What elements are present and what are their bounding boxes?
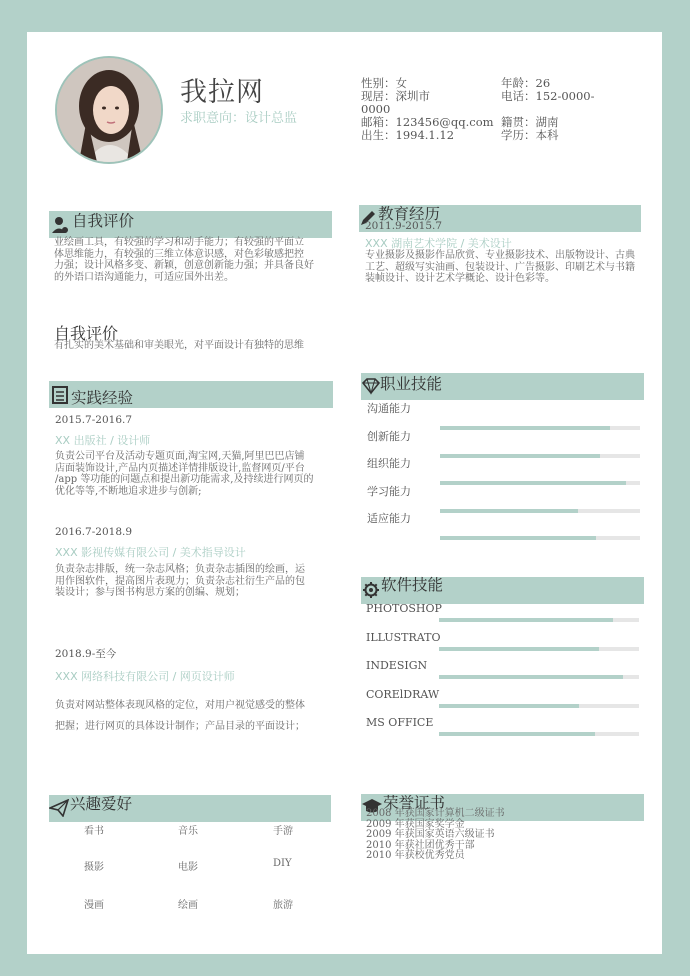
self-eval-line: 的外语口语沟通能力，可适应国外出差。 <box>54 271 234 283</box>
hobby-item: DIY <box>273 858 292 869</box>
honor-item: 2010 年获社团优秀干部 <box>366 839 475 851</box>
honors-list <box>366 809 505 862</box>
honor-item: 2009 年获国家英语六级证书 <box>366 829 495 840</box>
education-title: 教育经历 <box>378 205 441 223</box>
self-eval-line: 体思维能力，有较强的三维立体意识感，对色彩敏感把控 <box>54 248 304 260</box>
self-eval-line: 业绘画工具，有较强的学习和动手能力；有较强的平面立 <box>54 237 304 248</box>
paper-plane-icon <box>49 799 69 817</box>
skill-label: 组织能力 <box>367 457 411 470</box>
practice-date: 2018.9-至今 <box>55 648 117 660</box>
job-intent: 求职意向：设计总监 <box>180 111 298 126</box>
hobbies-title: 兴趣爱好 <box>70 795 133 813</box>
skill-label: 沟通能力 <box>367 402 411 415</box>
software-skill-fill <box>439 704 579 708</box>
skill-fill <box>440 536 596 540</box>
software-title: 软件技能 <box>381 576 444 594</box>
skill-label: 创新能力 <box>367 429 411 443</box>
skill-label: 学习能力 <box>367 484 411 498</box>
software-skill-track <box>439 647 639 651</box>
practice-desc <box>55 564 335 599</box>
software-skill-label: INDESIGN <box>366 659 428 672</box>
honor-item: 2009 年获国家奖学金 <box>366 818 465 830</box>
honors-title: 荣誉证书 <box>383 794 446 812</box>
info-email: 邮箱：123456@qq.com <box>361 115 494 129</box>
education-date: 2011.9-2015.7 <box>365 220 443 232</box>
education-line: 装帧设计、设计艺术学概论、设计色彩等。 <box>365 273 555 284</box>
practice-line: 负责公司平台及活动专题页面,淘宝网,天猫,阿里巴巴店铺 <box>55 451 305 462</box>
skill-track <box>440 509 640 513</box>
practice-line: 用作图软件，提高图片表现力；负责杂志社衍生产品的包 <box>55 575 305 587</box>
practice-org: XX 出版社 / 设计师 <box>55 434 151 447</box>
skill-track <box>440 426 640 430</box>
self-eval-text <box>54 237 332 283</box>
software-skill-fill <box>439 618 613 622</box>
info-phone: 电话：152-0000- <box>501 89 595 103</box>
software-skill-label: PHOTOSHOP <box>366 602 442 615</box>
diamond-icon <box>362 377 380 395</box>
self-eval-text-2: 有扎实的美术基础和审美眼光，对平面设计有独特的思维 <box>54 340 304 351</box>
education-line: 专业摄影及摄影作品欣赏、专业摄影技术、出版物设计、古典 <box>365 250 635 261</box>
hobby-item: 音乐 <box>178 826 198 837</box>
honor-item: 2008 年获国家计算机二级证书 <box>366 808 505 819</box>
honor-item: 2010 年获校优秀党员 <box>366 850 465 861</box>
skill-label: 适应能力 <box>367 512 411 525</box>
hobby-item: 电影 <box>178 862 198 873</box>
education-text <box>365 250 645 285</box>
practice-title: 实践经验 <box>71 389 134 407</box>
practice-line: 店面装饰设计,产品内页描述详情排版设计,监督网页/平台 <box>55 462 305 474</box>
skill-track <box>440 481 640 485</box>
info-age: 年龄：26 <box>501 76 551 90</box>
personal-info <box>361 77 494 142</box>
candidate-name: 我拉网 <box>180 77 264 108</box>
hobby-item: 手游 <box>273 826 293 837</box>
profile-photo <box>55 56 163 164</box>
software-skill-track <box>439 675 639 679</box>
software-skill-label: MS OFFICE <box>366 716 434 729</box>
practice-desc <box>55 451 335 497</box>
education-org: XXX 湖南艺术学院 / 美术设计 <box>365 237 512 250</box>
self-eval-title: 自我评价 <box>72 212 135 230</box>
hobby-item: 摄影 <box>84 862 104 873</box>
personal-info-right <box>501 77 595 142</box>
software-skill-label: ILLUSTRATO <box>366 630 441 644</box>
gear-icon <box>362 581 380 599</box>
self-eval-line: 力强；设计风格多变、新颖，创意创新能力强；并具备良好 <box>54 260 314 271</box>
practice-line: /app 等功能的问题点和提出新功能需求,及持续进行网页的 <box>55 474 314 485</box>
self-eval-title-2: 自我评价 <box>54 324 119 343</box>
info-phone-tail: 0000 <box>361 102 391 116</box>
info-birth: 出生：1994.1.12 <box>361 128 455 142</box>
software-skill-track <box>439 732 639 736</box>
practice-date: 2016.7-2018.9 <box>55 526 133 538</box>
skill-track <box>440 454 640 458</box>
software-skill-fill <box>439 732 595 736</box>
hobby-item: 绘画 <box>178 900 198 911</box>
practice-line: 负责对网站整体表现风格的定位，对用户视觉感受的整体 <box>55 700 305 711</box>
practice-desc <box>55 695 335 737</box>
skill-fill <box>440 509 578 513</box>
practice-org: XXX 影视传媒有限公司 / 美术指导设计 <box>55 546 246 559</box>
practice-line: 优化等等,不断地追求进步与创新; <box>55 485 202 497</box>
skill-fill <box>440 454 600 458</box>
practice-line: 把握；进行网页的具体设计制作；产品目录的平面设计； <box>55 721 305 732</box>
software-skill-label: CORElDRAW <box>366 687 440 701</box>
practice-org: XXX 网络科技有限公司 / 网页设计师 <box>55 670 235 683</box>
software-skill-fill <box>439 675 623 679</box>
user-edit-icon <box>51 216 69 234</box>
document-icon <box>51 386 69 404</box>
skill-track <box>440 536 640 540</box>
hobby-item: 看书 <box>84 826 104 837</box>
practice-line: 负责杂志排版，统一杂志风格；负责杂志插图的绘画，运 <box>55 564 305 575</box>
hobby-item: 漫画 <box>84 900 104 911</box>
info-residence: 现居：深圳市 <box>361 89 430 103</box>
software-skill-fill <box>439 647 599 651</box>
skill-fill <box>440 481 626 485</box>
skills-title: 职业技能 <box>380 375 443 393</box>
software-skill-track <box>439 704 639 708</box>
skill-fill <box>440 426 610 430</box>
hobby-item: 旅游 <box>273 900 293 911</box>
info-education: 学历：本科 <box>501 128 559 142</box>
info-gender: 性别：女 <box>361 76 407 90</box>
education-line: 工艺、超级写实油画、包装设计、广告摄影、印刷艺术与书籍 <box>365 261 635 273</box>
info-hometown: 籍贯：湖南 <box>501 115 559 129</box>
practice-date: 2015.7-2016.7 <box>55 414 133 426</box>
practice-line: 装设计；参与图书构思方案的创编、规划； <box>55 587 245 598</box>
software-skill-track <box>439 618 639 622</box>
